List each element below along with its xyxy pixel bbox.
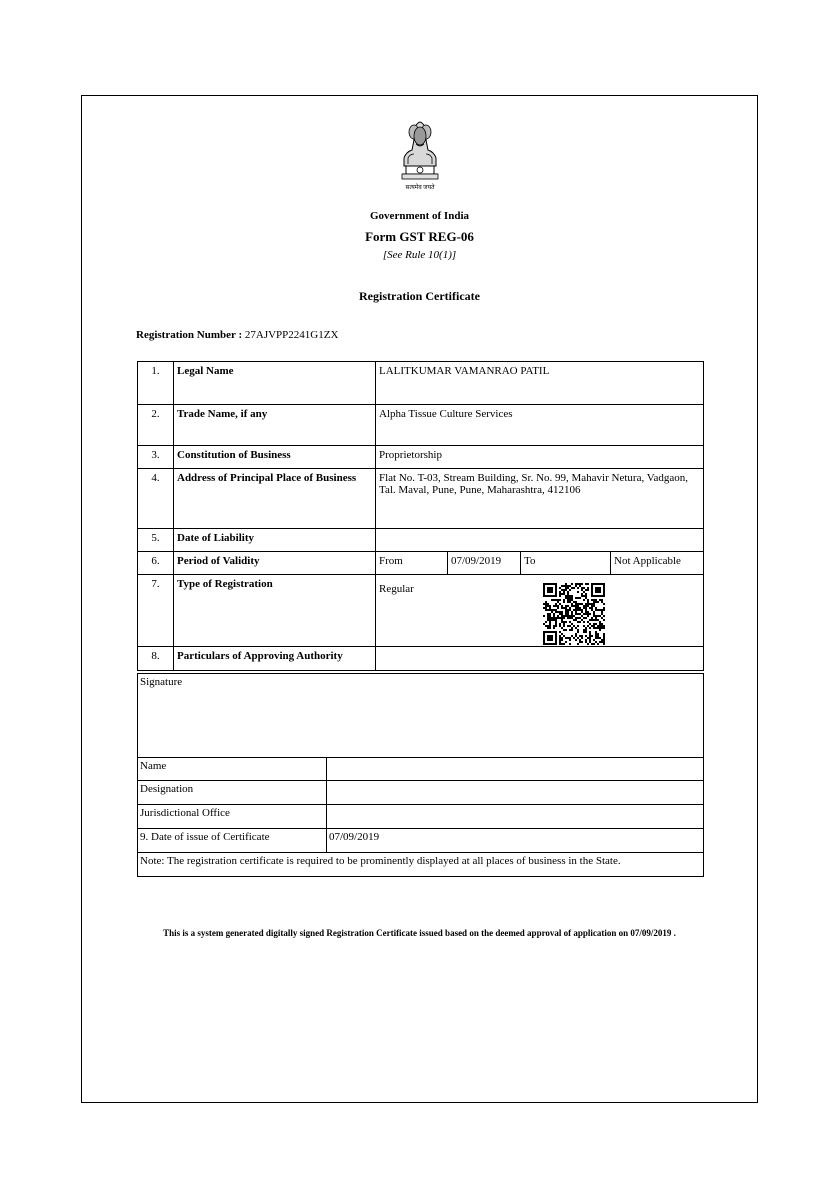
validity-to-value: Not Applicable <box>611 552 704 575</box>
row-number: 2. <box>138 405 174 446</box>
name-label: Name <box>138 758 327 781</box>
rule-reference: [See Rule 10(1)] <box>382 249 457 261</box>
row-value: Flat No. T-03, Stream Building, Sr. No. 99, Mahavir Netura, Vadgaon, Tal. Maval, Pune, Pune, Maharashtra, 412106 <box>376 469 704 529</box>
validity-from-label: From <box>376 552 448 575</box>
registration-type-value: Regular <box>379 583 414 595</box>
row-value <box>376 647 704 671</box>
issue-date-value: 07/09/2019 <box>327 829 704 853</box>
validity-from-value: 07/09/2019 <box>448 552 521 575</box>
validity-to-label: To <box>521 552 611 575</box>
designation-value <box>327 781 704 805</box>
row-number: 8. <box>138 647 174 671</box>
row-label: Trade Name, if any <box>174 405 376 446</box>
form-heading: Form GST REG-06 <box>365 229 474 244</box>
row-number: 3. <box>138 446 174 469</box>
table-row <box>138 829 704 853</box>
table-row <box>138 575 704 647</box>
qr-code <box>543 583 605 645</box>
registration-number <box>136 329 338 341</box>
row-number: 6. <box>138 552 174 575</box>
name-value <box>327 758 704 781</box>
row-value: Proprietorship <box>376 446 704 469</box>
signature-row <box>138 674 704 758</box>
row-label: Date of Liability <box>174 529 376 552</box>
table-row <box>138 805 704 829</box>
table-row <box>138 446 704 469</box>
row-label: Constitution of Business <box>174 446 376 469</box>
row-label: Address of Principal Place of Business <box>174 469 376 529</box>
row-value <box>376 529 704 552</box>
table-row <box>138 529 704 552</box>
approving-authority-table <box>137 673 704 877</box>
display-note: Note: The registration certificate is required to be prominently displayed at all places of business in the State. <box>138 853 704 877</box>
certificate-title: Registration Certificate <box>359 289 480 303</box>
registration-number-label: Registration Number : <box>136 329 243 341</box>
row-number: 5. <box>138 529 174 552</box>
designation-label: Designation <box>138 781 327 805</box>
national-emblem <box>392 114 448 194</box>
table-row <box>138 647 704 671</box>
row-label: Type of Registration <box>174 575 376 647</box>
emblem-motto: सत्यमेव जयते <box>405 185 435 191</box>
table-row <box>138 552 704 575</box>
table-row <box>138 781 704 805</box>
row-label: Particulars of Approving Authority <box>174 647 376 671</box>
table-row <box>138 758 704 781</box>
system-generated-footer: This is a system generated digitally signed Registration Certificate issued based on the deemed approval of application on 07/09/2019 . <box>163 928 676 938</box>
table-row <box>138 853 704 877</box>
row-label: Legal Name <box>174 362 376 405</box>
row-number: 1. <box>138 362 174 405</box>
registration-details-table <box>137 361 704 671</box>
registration-number-value: 27AJVPP2241G1ZX <box>244 329 339 341</box>
row-number: 7. <box>138 575 174 647</box>
issue-date-label: 9. Date of issue of Certificate <box>138 829 327 853</box>
government-heading: Government of India <box>370 210 469 222</box>
ashoka-emblem-icon <box>392 114 448 182</box>
table-row <box>138 469 704 529</box>
jurisdictional-office-value <box>327 805 704 829</box>
table-row <box>138 405 704 446</box>
row-number: 4. <box>138 469 174 529</box>
signature-label: Signature <box>138 674 704 758</box>
row-label: Period of Validity <box>174 552 376 575</box>
jurisdictional-office-label: Jurisdictional Office <box>138 805 327 829</box>
row-value <box>376 575 704 647</box>
table-row <box>138 362 704 405</box>
row-value: Alpha Tissue Culture Services <box>376 405 704 446</box>
row-value: LALITKUMAR VAMANRAO PATIL <box>376 362 704 405</box>
